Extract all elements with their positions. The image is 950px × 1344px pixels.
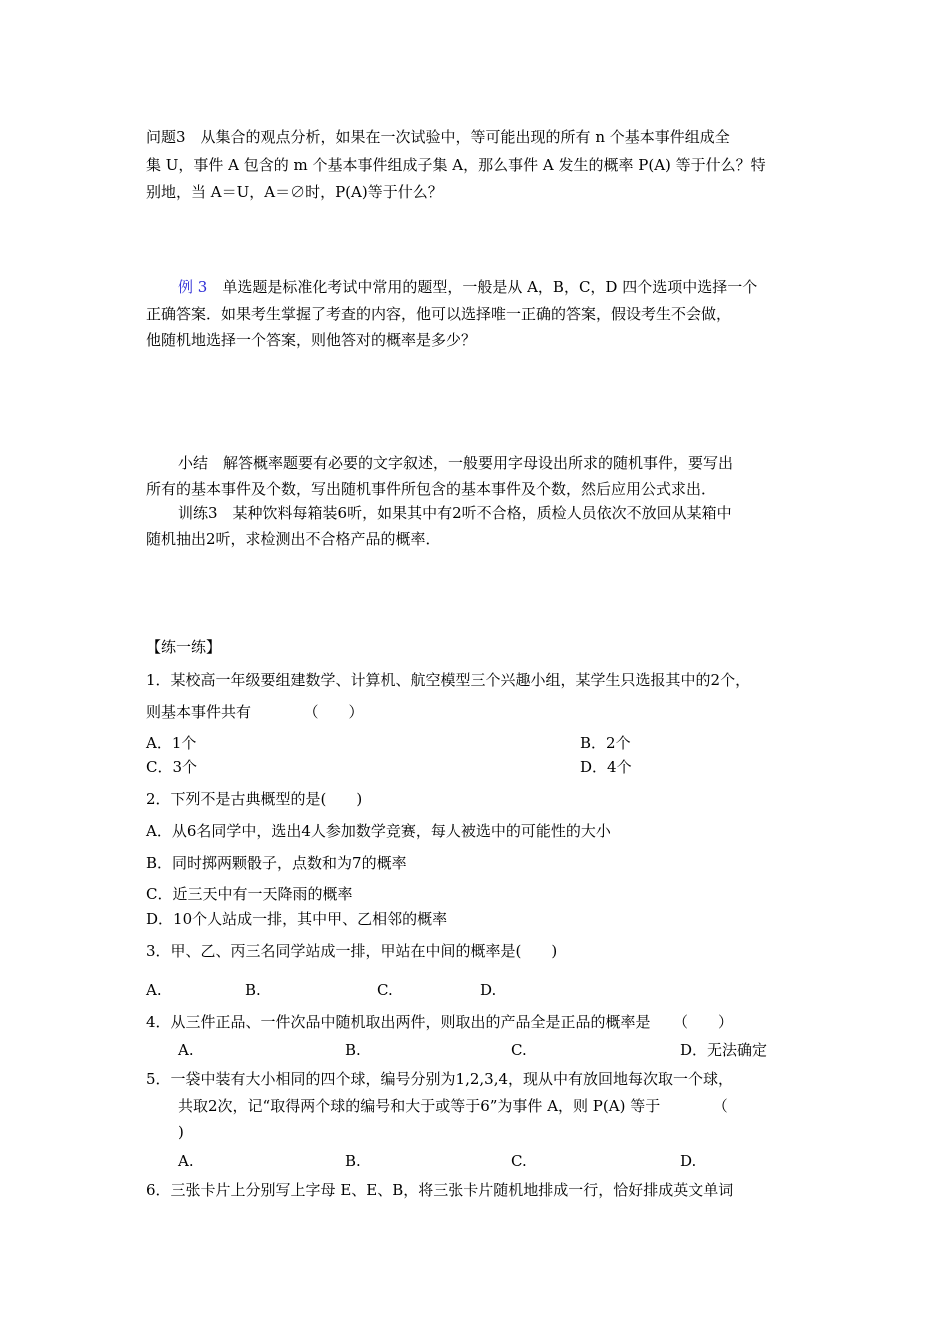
example3-text: 单选题是标准化考试中常用的题型，一般是从 A，B，C，D 四个选项中选择一个 — [207, 278, 758, 296]
problem5-line2: 共取2次，记“取得两个球的编号和大于或等于6”为事件 A，则 P(A) 等于 （ — [178, 1097, 728, 1115]
problem3-option-d: D. — [480, 981, 497, 999]
problem2-option-b: B．同时掷两颗骰子，点数和为7的概率 — [146, 854, 407, 872]
problem2-option-a: A．从6名同学中，选出4人参加数学竞赛，每人被选中的可能性的大小 — [146, 822, 611, 840]
problem3-stem: 3．甲、乙、丙三名同学站成一排，甲站在中间的概率是( ) — [146, 942, 558, 960]
problem2-option-c: C．近三天中有一天降雨的概率 — [146, 885, 353, 903]
problem5-line1: 5．一袋中装有大小相同的四个球，编号分别为1,2,3,4，现从中有放回地每次取一个球， — [146, 1070, 734, 1088]
problem5-line3: ) — [178, 1123, 184, 1141]
question3-line2: 集 U，事件 A 包含的 m 个基本事件组成子集 A，那么事件 A 发生的概率 P(A) 等于什么？特 — [146, 156, 766, 174]
problem6-line1: 6．三张卡片上分别写上字母 E、E、B，将三张卡片随机地排成一行，恰好排成英文单词 — [146, 1181, 734, 1199]
problem1-option-d: D．4个 — [580, 758, 632, 776]
question3-line1: 问题3 从集合的观点分析，如果在一次试验中，等可能出现的所有 n 个基本事件组成全 — [146, 128, 730, 146]
problem2-option-d: D．10个人站成一排，其中甲、乙相邻的概率 — [146, 910, 448, 928]
problem1-option-c: C．3个 — [146, 758, 198, 776]
problem2-stem: 2．下列不是古典概型的是( ) — [146, 790, 363, 808]
problem4-option-c: C. — [511, 1041, 527, 1059]
problem5-option-d: D. — [680, 1152, 697, 1170]
problem1-line2: 则基本事件共有 （ ） — [146, 703, 364, 721]
problem1-line1: 1．某校高一年级要组建数学、计算机、航空模型三个兴趣小组，某学生只选报其中的2个， — [146, 671, 751, 689]
question3-line3: 别地，当 A＝U，A＝∅时，P(A)等于什么？ — [146, 183, 443, 201]
problem1-option-b: B．2个 — [580, 734, 631, 752]
problem1-option-a: A．1个 — [146, 734, 197, 752]
practice-heading: 【练一练】 — [146, 638, 222, 656]
problem4-stem: 4．从三件正品、一件次品中随机取出两件，则取出的产品全是正品的概率是 （ ） — [146, 1013, 734, 1031]
example3-label: 例 3 — [178, 278, 208, 296]
summary-line1: 小结 解答概率题要有必要的文字叙述，一般要用字母设出所求的随机事件，要写出 — [178, 454, 734, 472]
training3-line2: 随机抽出2听，求检测出不合格产品的概率． — [146, 530, 441, 548]
training3-line1: 训练3 某种饮料每箱装6听，如果其中有2听不合格，质检人员依次不放回从某箱中 — [178, 504, 732, 522]
problem5-option-b: B. — [345, 1152, 361, 1170]
problem3-option-a: A. — [146, 981, 162, 999]
example3-line1 — [178, 277, 757, 297]
problem4-option-b: B. — [345, 1041, 361, 1059]
example3-line3: 他随机地选择一个答案，则他答对的概率是多少？ — [146, 331, 477, 349]
problem3-option-b: B. — [245, 981, 261, 999]
example3-line2: 正确答案．如果考生掌握了考查的内容，他可以选择唯一正确的答案，假设考生不会做， — [146, 305, 732, 323]
summary-line2: 所有的基本事件及个数，写出随机事件所包含的基本事件及个数，然后应用公式求出． — [146, 480, 717, 498]
problem3-option-c: C. — [377, 981, 393, 999]
problem4-option-d: D．无法确定 — [680, 1041, 768, 1059]
problem4-option-a: A. — [178, 1041, 194, 1059]
problem5-option-a: A. — [178, 1152, 194, 1170]
problem5-option-c: C. — [511, 1152, 527, 1170]
